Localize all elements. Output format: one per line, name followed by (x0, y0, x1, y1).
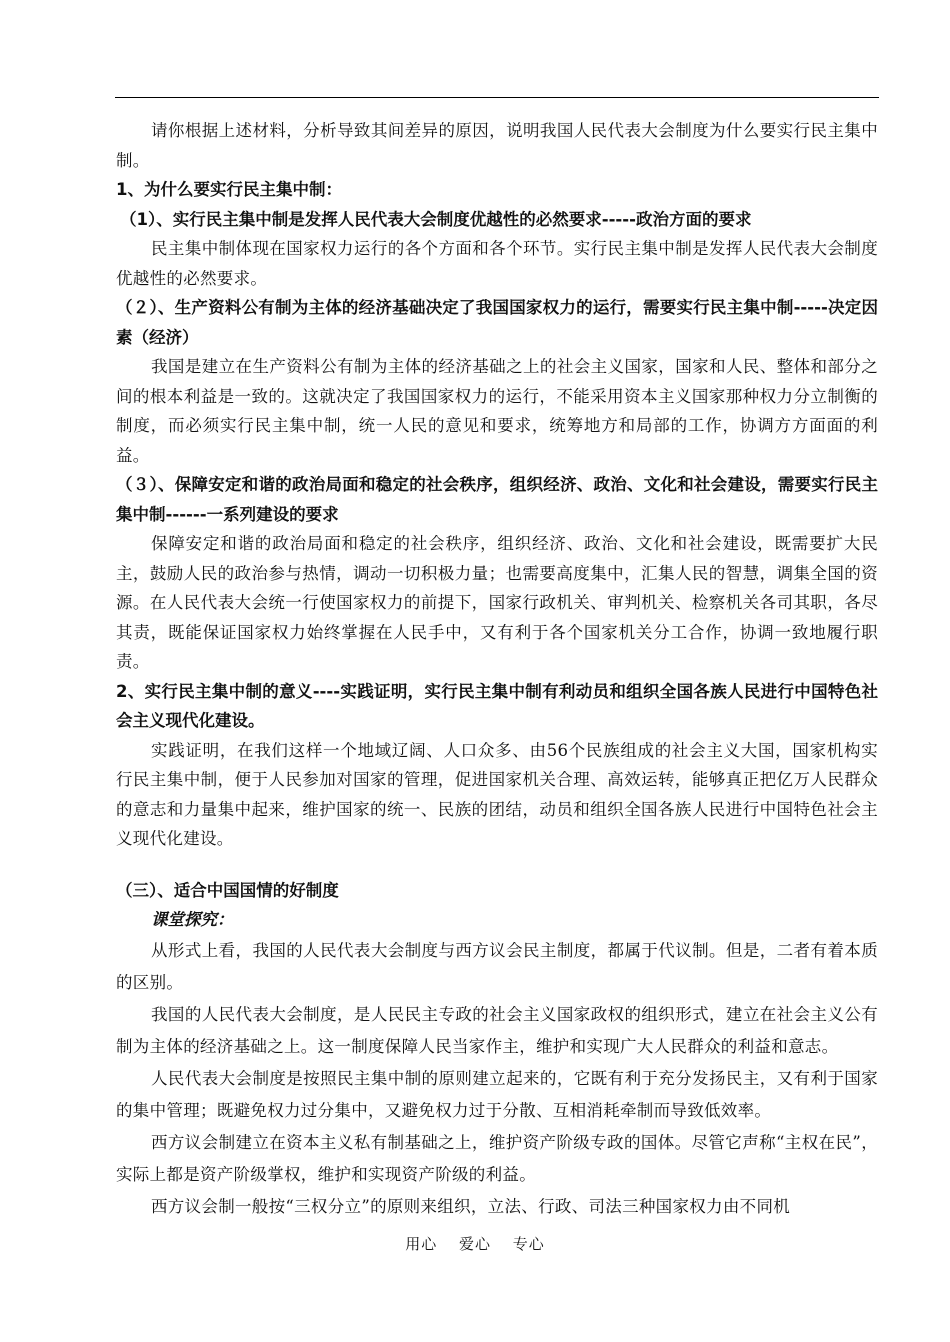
paragraph: 我国的人民代表大会制度，是人民民主专政的社会主义国家政权的组织形式，建立在社会主义公有制为主体的经济基础之上。这一制度保障人民当家作主，维护和实现广大人民群众的利益和意志。 (116, 1004, 878, 1056)
section-heading: 2、实行民主集中制的意义----实践证明，实行民主集中制有利动员和组织全国各族人民进行中国特色社会主义现代化建设。 (116, 681, 878, 730)
paragraph: 西方议会制建立在资本主义私有制基础之上，维护资产阶级专政的国体。尽管它声称“主权在民”，实际上都是资产阶级掌权，维护和实现资产阶级的利益。 (116, 1132, 878, 1184)
subsection-heading: （1）、实行民主集中制是发挥人民代表大会制度优越性的必然要求-----政治方面的要求 (120, 209, 752, 229)
section-heading: 1、为什么要实行民主集中制： (116, 180, 342, 199)
paragraph: 我国是建立在生产资料公有制为主体的经济基础之上的社会主义国家，国家和人民、整体和部分之间的根本利益是一致的。这就决定了我国国家权力的运行，不能采用资本主义国家那种权力分立制衡的制度，而必须实行民主集中制，统一人民的意见和要求，统筹地方和局部的工作，协调方方面面的利益。 (116, 357, 878, 465)
footer-word: 专心 (512, 1235, 545, 1253)
paragraph: 请你根据上述材料，分析导致其间差异的原因，说明我国人民代表大会制度为什么要实行民主集中制。 (116, 121, 878, 170)
header-rule (115, 97, 879, 98)
paragraph: 西方议会制一般按“三权分立”的原则来组织，立法、行政、司法三种国家权力由不同机 (151, 1196, 791, 1216)
footer-word: 用心 (405, 1235, 438, 1253)
footer-word: 爱心 (458, 1235, 491, 1253)
paragraph: 实践证明，在我们这样一个地域辽阔、人口众多、由56个民族组成的社会主义大国，国家机构实行民主集中制，便于人民参加对国家的管理，促进国家机关合理、高效运转，能够真正把亿万人民群众的意志和力量集中起来，维护国家的统一、民族的团结，动员和组织全国各族人民进行中国特色社会主义现代化建设。 (116, 740, 878, 848)
paragraph: 保障安定和谐的政治局面和稳定的社会秩序，组织经济、政治、文化和社会建设，既需要扩大民主，鼓励人民的政治参与热情，调动一切积极力量；也需要高度集中，汇集人民的智慧，调集全国的资源。在人民代表大会统一行使国家权力的前提下，国家行政机关、审判机关、检察机关各司其职，各尽其责，既能保证国家权力始终掌握在人民手中，又有利于各个国家机关分工合作，协调一致地履行职责。 (116, 534, 878, 671)
classroom-explore-label: 课堂探究： (151, 910, 234, 929)
document-body (116, 116, 878, 1223)
subsection-heading: （３）、保障安定和谐的政治局面和稳定的社会秩序，组织经济、政治、文化和社会建设，需要实行民主集中制------一系列建设的要求 (116, 475, 878, 524)
page-footer (0, 1233, 950, 1254)
paragraph: 民主集中制体现在国家权力运行的各个方面和各个环节。实行民主集中制是发挥人民代表大会制度优越性的必然要求。 (116, 239, 878, 288)
paragraph: 人民代表大会制度是按照民主集中制的原则建立起来的，它既有利于充分发扬民主，又有利于国家的集中管理；既避免权力过分集中，又避免权力过于分散、互相消耗牵制而导致低效率。 (116, 1068, 878, 1120)
paragraph: 从形式上看，我国的人民代表大会制度与西方议会民主制度，都属于代议制。但是，二者有着本质的区别。 (116, 940, 878, 992)
subsection-heading: （２）、生产资料公有制为主体的经济基础决定了我国国家权力的运行，需要实行民主集中制-----决定因素（经济） (116, 298, 878, 347)
section-heading: （三）、适合中国国情的好制度 (116, 880, 339, 900)
blank-line (116, 854, 878, 876)
